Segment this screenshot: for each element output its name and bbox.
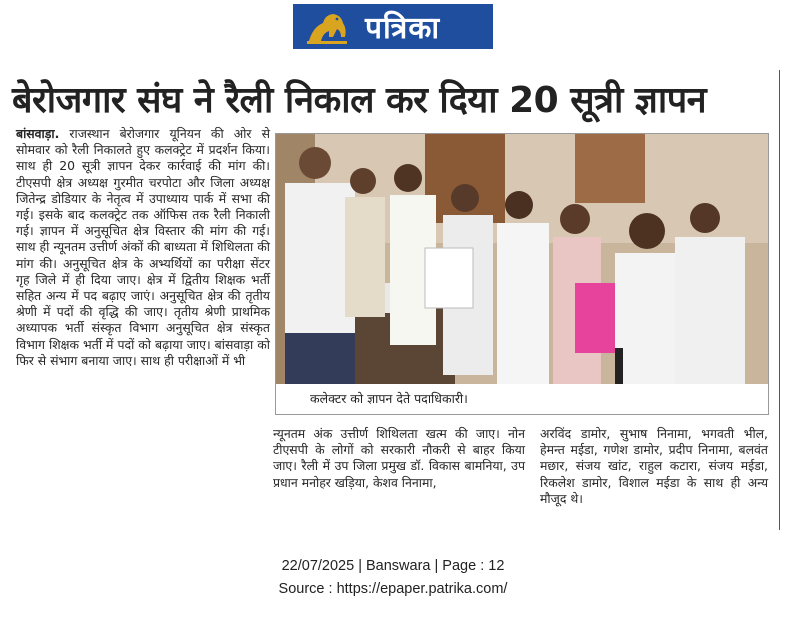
footer-date-edition-page: 22/07/2025 | Banswara | Page : 12 <box>281 558 505 574</box>
footer-source: Source : https://epaper.patrika.com/ <box>278 581 508 597</box>
article-column-3 <box>540 426 768 526</box>
masthead-title: पत्रिका <box>365 11 441 46</box>
photo-illustration <box>275 133 769 384</box>
article-text-column-1: राजस्थान बेरोजगार यूनियन की ओर से सोमवार को रैली निकालते हुए कलक्ट्रेट में प्रदर्शन किया। साथ ही 20 सूत्री ज्ञापन देकर कार्रवाई की मांग की। टीएसपी क्षेत्र अध्यक्ष गुरमीत चरपोटा और जिला अध्यक्ष जितेन्द्र डोडियार के नेतृत्व में उपाध्याय पार्क में सभा की गई। इसके बाद कलक्ट्रेट तक ऑफिस तक रैली निकाली गई। ज्ञापन में अनुसूचित क्षेत्र विस्तार की मांग की गई। साथ ही न्यूनतम उत्तीर्ण अंकों की बाध्यता में शिथिलता की मांग की। अनुसूचित क्षेत्र के अभ्यर्थियों का परीक्षा सेंटर गृह जिले में ही दिया जाए। क्षेत्र में द्वितीय शिक्षक भर्ती सहित अन्य में पद बढ़ाए जाएं। अनुसूचित क्षेत्र की तृतीय श्रेणी में पदों की वृद्धि की जाए। तृतीय श्रेणी प्राथमिक अध्यापक भर्ती संस्कृत विभाग अनुसूचित क्षेत्र संस्कृत विभाग शिक्षक भर्ती में पदों को बढ़ाया जाए। बांसवाड़ा को फिर से संभाग बनाया जाए। साथ ही परीक्षाओं में भी <box>16 126 270 368</box>
article-column-1 <box>16 126 270 526</box>
article-photo <box>275 133 769 384</box>
lion-emblem-icon <box>303 7 351 47</box>
article-text-column-2: न्यूनतम अंक उत्तीर्ण शिथिलता खत्म की जाए। नोन टीएसपी के लोगों को सरकारी नौकरी से बाहर किया जाए। रैली में उप जिला प्रमुख डॉ. विकास बामनिया, उप प्रधान मनोहर खड़िया, केशव निनामा, <box>273 426 525 490</box>
article-column-2 <box>273 426 525 526</box>
headline: बेरोजगार संघ ने रैली निकाल कर दिया 20 सूत्री ज्ञापन <box>12 80 707 121</box>
column-divider <box>779 70 780 530</box>
masthead-banner <box>293 4 493 49</box>
article-text-column-3: अरविंद डामोर, सुभाष निनामा, भगवती भील, हेमन्त मईडा, गणेश डामोर, प्रदीप निनामा, बलवंत मछार, संजय खांट, राहुल कटारा, संजय मईडा, रिकलेश डामोर, विशाल मईडा के साथ ही अन्य मौजूद थे। <box>540 426 768 506</box>
photo-caption: कलेक्टर को ज्ञापन देते पदाधिकारी। <box>276 384 768 414</box>
dateline: बांसवाड़ा. <box>16 126 60 141</box>
